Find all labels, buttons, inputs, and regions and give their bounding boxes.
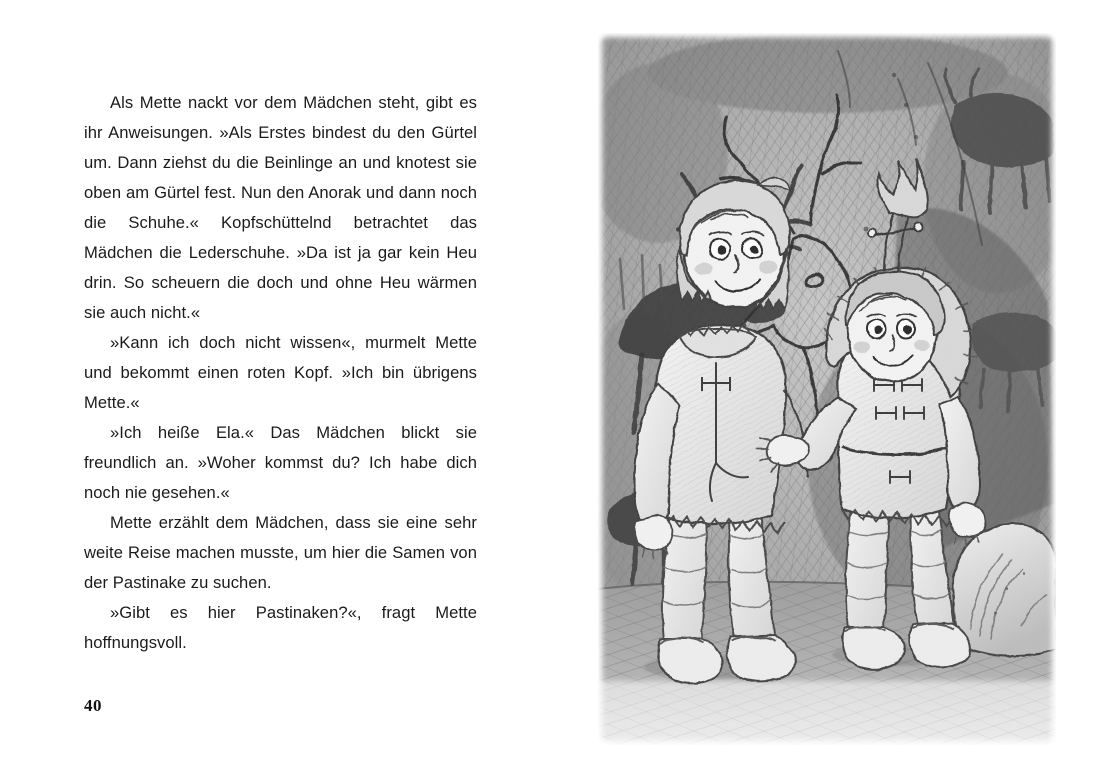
paragraph: »Ich heiße Ela.« Das Mädchen blickt sie freundlich an. »Woher kommst du? Ich habe dich noch nie gesehen.« (84, 423, 477, 502)
paragraph: Als Mette nackt vor dem Mädchen steht, gibt es ihr Anweisungen. »Als Erstes bindest du den Gürtel um. Dann ziehst du die Beinlinge an und knotest sie oben am Gürtel fest. Nun den Anorak und dann noch die Schuhe.« Kopfschüttelnd betrachtet das Mädchen die Lederschuhe. »Da ist ja gar kein Heu drin. So scheuern die doch und ohne Heu wärmen sie auch nicht.« (84, 93, 477, 322)
right-page (540, 0, 1099, 780)
paragraph: Mette erzählt dem Mädchen, dass sie eine sehr weite Reise machen musste, um hier die Samen von der Pastinake zu suchen. (84, 513, 477, 592)
page-number: 40 (84, 696, 102, 715)
left-page (0, 0, 540, 780)
paragraph: »Kann ich doch nicht wissen«, murmelt Mette und bekommt einen roten Kopf. »Ich bin übrigens Mette.« (84, 333, 477, 412)
paragraph: »Gibt es hier Pastinaken?«, fragt Mette hoffnungsvoll. (84, 603, 477, 652)
body-text (84, 88, 477, 658)
cave-wall (598, 33, 1056, 745)
illustration-frame (598, 33, 1056, 745)
cave-scene-illustration (598, 33, 1056, 745)
